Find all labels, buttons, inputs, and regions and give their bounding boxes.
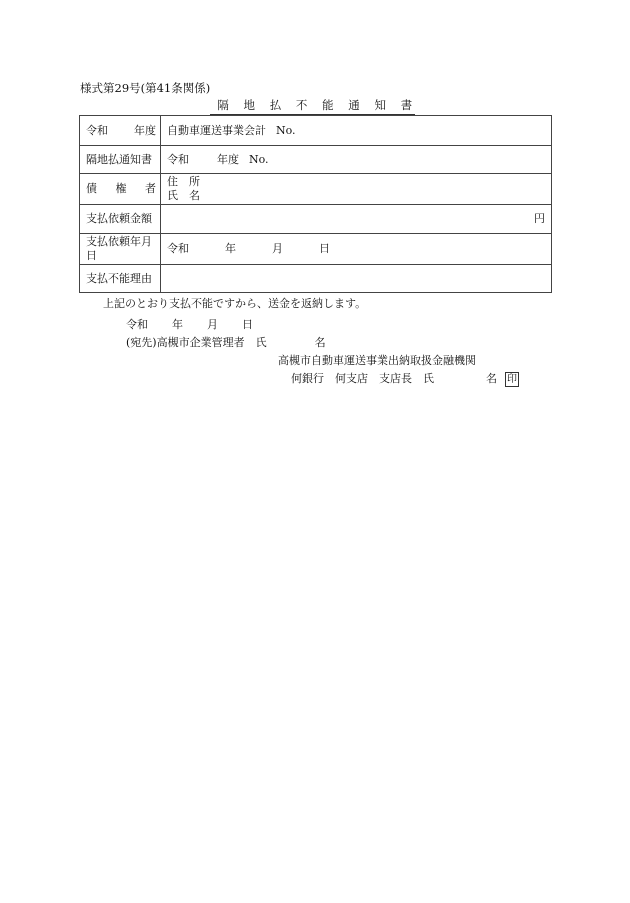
notice-form-table	[79, 115, 552, 293]
creditor-label	[80, 174, 161, 205]
creditor-row	[80, 174, 552, 205]
title-char: 知	[374, 98, 386, 112]
footer-day: 日	[242, 318, 253, 331]
fiscal-year-era: 令和	[86, 123, 108, 137]
document-title	[210, 100, 415, 115]
footer-year: 年	[172, 318, 183, 331]
title-char: 地	[243, 98, 256, 112]
return-statement: 上記のとおり支払不能ですから、送金を返納します。	[103, 297, 367, 310]
request-date-row	[80, 234, 552, 265]
notice-no-label: No.	[249, 152, 269, 166]
addressee: (宛先)高槻市企業管理者 氏	[126, 336, 267, 349]
request-date-label: 支払依頼年月日	[80, 234, 161, 265]
amount-label: 支払依頼金額	[80, 205, 161, 234]
bank-name-label: 名	[486, 372, 497, 385]
request-date-value[interactable]	[161, 234, 552, 265]
reason-label: 支払不能理由	[80, 265, 161, 293]
request-era: 令和	[167, 242, 189, 256]
notice-label: 隔地払通知書	[80, 146, 161, 174]
fiscal-year-value[interactable]	[161, 116, 552, 146]
address-label: 住 所	[167, 175, 200, 189]
title-char: 書	[400, 98, 413, 112]
title-char: 通	[348, 98, 360, 112]
notice-row	[80, 146, 552, 174]
footer-month: 月	[207, 318, 218, 331]
footer-date	[126, 319, 253, 330]
notice-era: 令和	[167, 152, 189, 166]
reason-value[interactable]	[161, 265, 552, 293]
amount-row	[80, 205, 552, 234]
fiscal-year-label	[80, 116, 161, 146]
notice-year-suffix: 年度	[217, 152, 239, 166]
request-year: 年	[225, 242, 236, 256]
bank-line	[291, 372, 519, 387]
account-no-label: No.	[276, 123, 296, 137]
reason-row	[80, 265, 552, 293]
title-char: 払	[269, 98, 282, 112]
form-number: 様式第29号(第41条関係)	[80, 81, 211, 95]
title-char: 隔	[217, 98, 229, 112]
creditor-label-char: 者	[145, 182, 156, 196]
institution-name: 高槻市自動車運送事業出納取扱金融機関	[278, 354, 476, 367]
addressee-line	[126, 337, 326, 348]
name-label: 氏 名	[167, 189, 200, 202]
fiscal-year-row	[80, 116, 552, 146]
fiscal-year-suffix: 年度	[134, 123, 156, 137]
footer-era: 令和	[126, 318, 148, 331]
title-char: 不	[295, 98, 308, 112]
account-name: 自動車運送事業会計	[167, 123, 266, 137]
creditor-value[interactable]	[161, 174, 552, 205]
amount-value[interactable]	[161, 205, 552, 234]
creditor-label-char: 権	[115, 182, 127, 196]
notice-value[interactable]	[161, 146, 552, 174]
title-char: 能	[322, 98, 334, 112]
seal-mark: 印	[507, 374, 517, 385]
request-month: 月	[272, 242, 283, 256]
creditor-label-char: 債	[86, 182, 97, 196]
request-day: 日	[319, 242, 330, 256]
yen-unit: 円	[534, 212, 545, 226]
addressee-name-label: 名	[314, 336, 326, 349]
bank-branch: 何銀行 何支店 支店長 氏	[291, 372, 434, 385]
